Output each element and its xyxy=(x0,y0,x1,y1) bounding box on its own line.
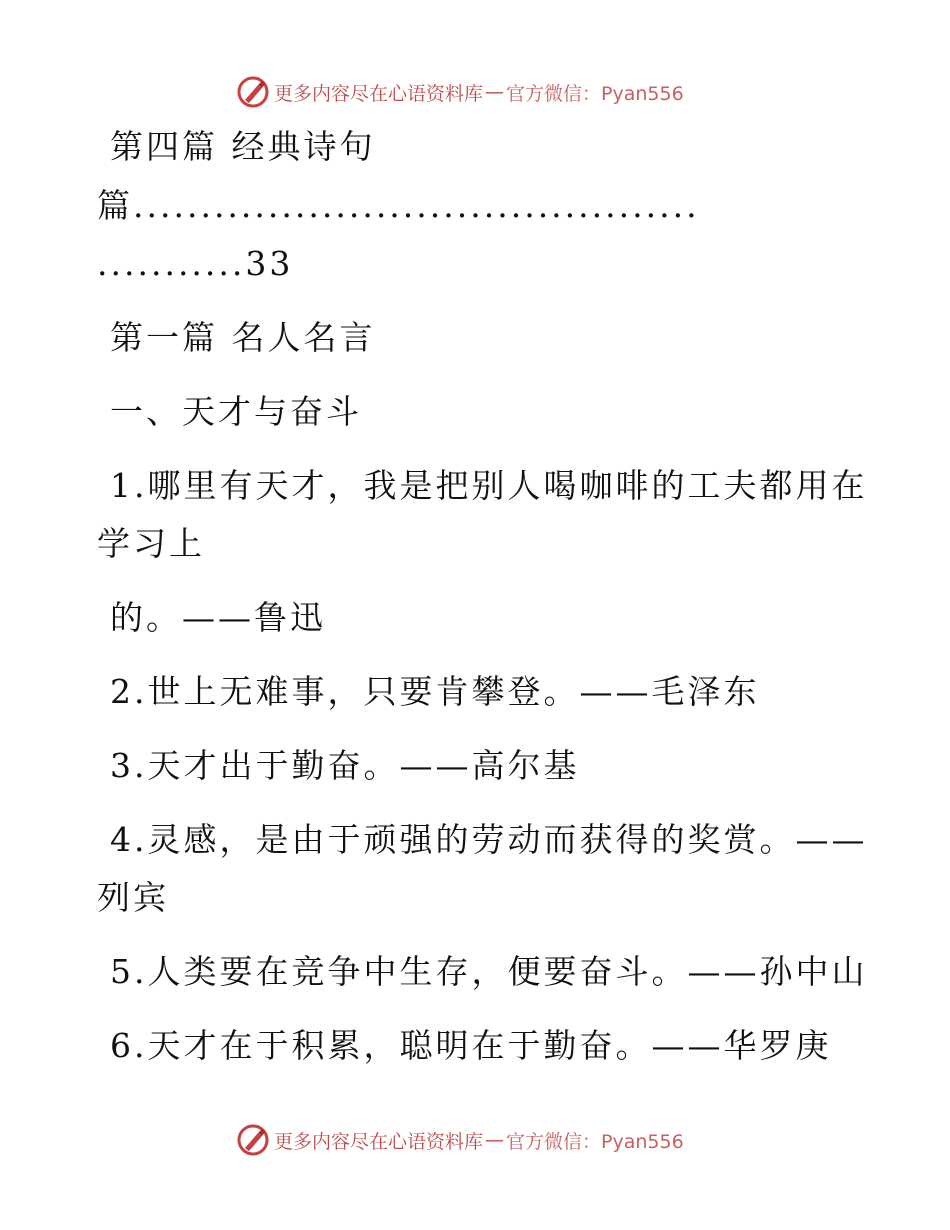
quote-2: 2.世上无难事，只要肯攀登。——毛泽东 xyxy=(110,672,760,711)
banner-dash: — xyxy=(485,1129,505,1151)
banner-text: 更多内容尽在心语资料库 xyxy=(274,82,484,105)
banner-wechat: 官方微信：Pyan556 xyxy=(506,1130,684,1153)
banner-text: 更多内容尽在心语资料库 xyxy=(274,1130,484,1153)
pen-logo-icon xyxy=(236,75,270,109)
pen-logo-icon xyxy=(236,1123,270,1157)
toc-entry-line1 xyxy=(97,186,700,226)
banner-dash: — xyxy=(485,81,505,103)
quote-4-line1: 4.灵感，是由于顽强的劳动而获得的奖赏。—— xyxy=(110,820,868,859)
quote-1-line1: 1.哪里有天才，我是把别人喝咖啡的工夫都用在 xyxy=(110,466,868,505)
quote-5: 5.人类要在竞争中生存，便要奋斗。——孙中山 xyxy=(110,952,868,991)
quote-4-line2: 列宾 xyxy=(97,878,169,917)
toc-entry-start: 篇 xyxy=(97,186,133,225)
quote-1-line2: 学习上 xyxy=(97,524,205,563)
quote-3: 3.天才出于勤奋。——高尔基 xyxy=(110,746,580,785)
toc-leader-dots: .......................................... xyxy=(133,186,700,225)
footer-banner xyxy=(236,1120,684,1160)
section-title: 第一篇 名人名言 xyxy=(110,318,376,357)
header-banner xyxy=(236,72,684,112)
toc-entry-line2 xyxy=(97,244,293,284)
section-subtitle: 一、天才与奋斗 xyxy=(110,392,362,431)
quote-6: 6.天才在于积累，聪明在于勤奋。——华罗庚 xyxy=(110,1026,832,1065)
toc-page-number: 33 xyxy=(245,244,294,283)
banner-wechat: 官方微信：Pyan556 xyxy=(506,82,684,105)
quote-1-line3: 的。——鲁迅 xyxy=(110,598,326,637)
toc-leader-dots-2: ........... xyxy=(97,244,246,283)
toc-title: 第四篇 经典诗句 xyxy=(110,127,376,166)
